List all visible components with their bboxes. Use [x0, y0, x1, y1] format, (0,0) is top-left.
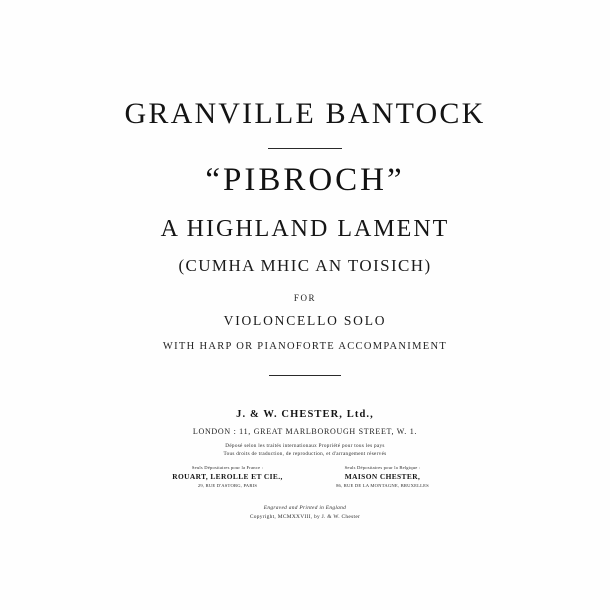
composer-name: GRANVILLE BANTOCK	[124, 97, 486, 130]
divider-top	[268, 148, 342, 149]
divider-middle	[269, 375, 341, 376]
page-subtitle: A HIGHLAND LAMENT	[160, 216, 450, 242]
alternate-title: (CUMHA MHIC AN TOISICH)	[178, 256, 432, 275]
agent-name: MAISON CHESTER,	[344, 472, 421, 482]
publisher-address: LONDON : 11, GREAT MARLBOROUGH STREET, W. 1.	[192, 427, 418, 436]
copyright-notice: Copyright, MCMXXVIII, by J. & W. Chester	[249, 514, 361, 521]
agent-heading: Seuls Dépositaires pour la France :	[191, 465, 264, 471]
agent-name: ROUART, LEROLLE ET CIE.,	[172, 472, 283, 482]
instrumentation: VIOLONCELLO SOLO	[223, 313, 387, 328]
agent-heading: Seuls Dépositaires pour la Belgique :	[344, 465, 421, 471]
for-label: FOR	[293, 293, 317, 303]
agent-address: 29, RUE D'ASTORG, PARIS	[197, 483, 258, 489]
agent-france	[150, 465, 305, 488]
agents-row	[150, 465, 460, 488]
page-title: “PIBROCH”	[205, 162, 405, 198]
agent-belgium	[305, 465, 460, 488]
publisher-name: J. & W. CHESTER, Ltd.,	[236, 409, 374, 420]
rights-line-2: Tous droits de traduction, de reproduction, et d'arrangement réservés	[223, 451, 387, 458]
footer-block	[250, 504, 360, 522]
rights-notice	[223, 442, 386, 458]
agent-address: 86, RUE DE LA MONTAGNE, BRUXELLES	[336, 483, 429, 489]
print-notice: Engraved and Printed in England	[263, 505, 347, 512]
accompaniment-note: WITH HARP OR PIANOFORTE ACCOMPANIMENT	[162, 341, 448, 352]
rights-line-1: Déposé selon les traités internationaux Propriété pour tous les pays	[225, 443, 385, 449]
